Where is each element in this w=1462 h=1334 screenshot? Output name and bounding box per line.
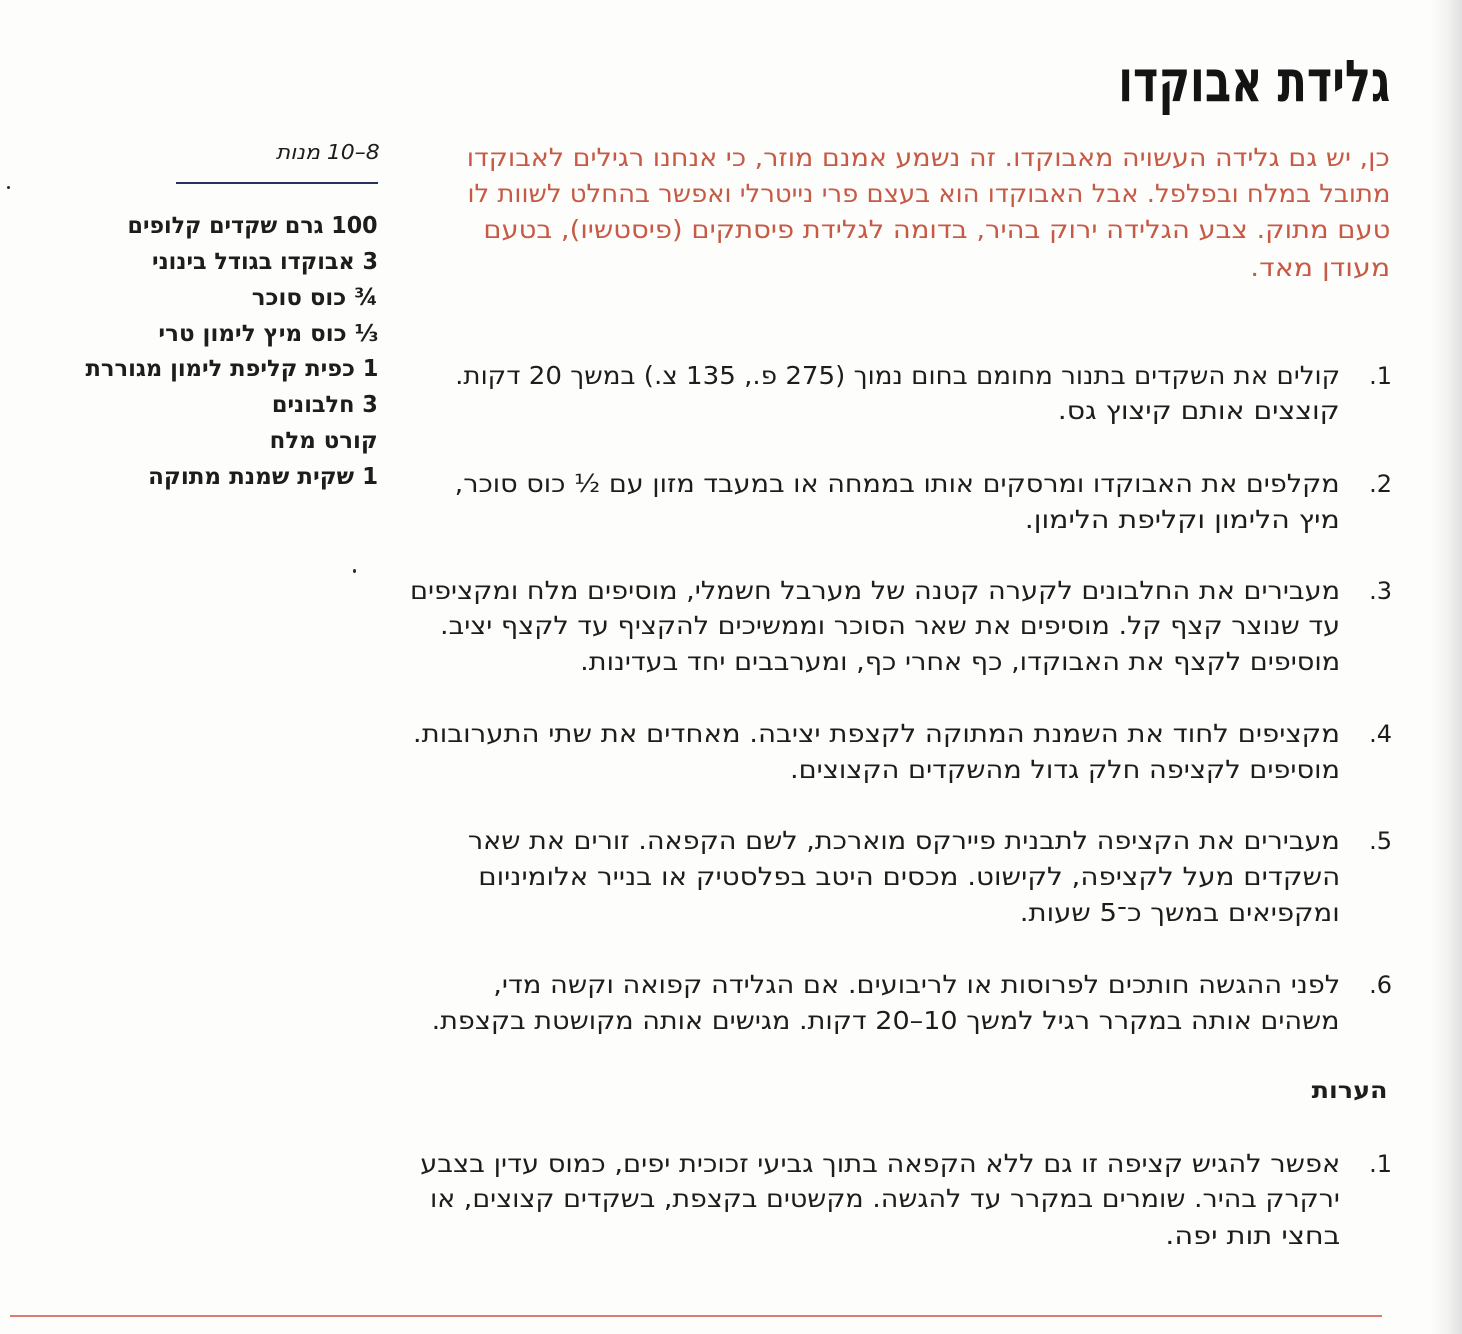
step-number: 4. bbox=[1369, 720, 1392, 748]
servings-divider-rule bbox=[176, 182, 378, 184]
intro-line: מתובל במלח ובפלפל. אבל האבוקדו הוא בעצם פרי נייטרלי ואפשר בהחלט לשוות לו bbox=[467, 179, 1390, 208]
step-line: לפני ההגשה חותכים לפרוסות או לריבועים. אם הגלידה קפואה וקשה מדי, bbox=[493, 970, 1340, 999]
ingredient-item: 3 אבוקדו בגודל בינוני bbox=[152, 249, 378, 275]
step-line: מקציפים לחוד את השמנת המתוקה לקצפת יציבה. מאחדים את שתי התערובות. bbox=[413, 719, 1340, 748]
ingredient-item: 100 גרם שקדים קלופים bbox=[128, 213, 378, 239]
ingredient-item: ⅓ כוס מיץ לימון טרי bbox=[158, 321, 378, 347]
step-line: מוסיפים לקצף את האבוקדו, כף אחרי כף, ומערבבים יחד בעדינות. bbox=[580, 647, 1340, 676]
step-line: מקלפים את האבוקדו ומרסקים אותו בממחה או במעבד מזון עם ½ כוס סוכר, bbox=[455, 469, 1340, 498]
servings-label: 8–10 מנות bbox=[276, 140, 380, 164]
note-line: אפשר להגיש קציפה זו גם ללא הקפאה בתוך גביעי זכוכית יפים, כמוס עדין בצבע bbox=[420, 1149, 1340, 1178]
intro-line: טעם מתוק. צבע הגלידה ירוק בהיר, בדומה לגלידת פיסתקים (פיסטשיו), בטעם bbox=[483, 215, 1390, 244]
scan-speck bbox=[353, 569, 356, 573]
step-line: מעבירים את הקציפה לתבנית פיירקס מוארכת, לשם הקפאה. זורים את שאר bbox=[468, 826, 1340, 855]
step-line: מיץ הלימון וקליפת הלימון. bbox=[1025, 505, 1340, 534]
intro-line: כן, יש גם גלידה העשויה מאבוקדו. זה נשמע אמנם מוזר, כי אנחנו רגילים לאבוקדו bbox=[467, 143, 1390, 172]
scan-speck bbox=[7, 186, 10, 189]
step-number: 3. bbox=[1369, 577, 1392, 605]
ingredient-item: קורט מלח bbox=[270, 428, 378, 454]
recipe-title: גלידת אבוקדו bbox=[1118, 47, 1390, 115]
step-line: קולים את השקדים בתנור מחומם בחום נמוך (275 פ., 135 צ.) במשך 20 דקות. bbox=[455, 361, 1340, 390]
note-number: 1. bbox=[1369, 1150, 1392, 1178]
step-number: 1. bbox=[1369, 362, 1392, 390]
ingredient-item: 3 חלבונים bbox=[272, 392, 378, 418]
step-line: מוסיפים לקציפה חלק גדול מהשקדים הקצוצים. bbox=[790, 755, 1340, 784]
step-line: משהים אותה במקרר רגיל למשך 10–20 דקות. מגישים אותה מקושטת בקצפת. bbox=[432, 1006, 1340, 1035]
step-line: השקדים מעל לקציפה, לקישוט. מכסים היטב בפלסטיק או בנייר אלומיניום bbox=[478, 862, 1340, 891]
note-line: בחצי תות יפה. bbox=[1165, 1221, 1340, 1250]
note-line: ירקרק בהיר. שומרים במקרר עד להגשה. מקשטים בקצפת, בשקדים קצוצים, או bbox=[430, 1184, 1340, 1213]
step-number: 5. bbox=[1369, 827, 1392, 855]
step-number: 2. bbox=[1369, 470, 1392, 498]
ingredient-item: 1 כפית קליפת לימון מגוררת bbox=[85, 356, 378, 382]
ingredient-item: ¾ כוס סוכר bbox=[252, 285, 378, 311]
notes-heading: הערות bbox=[1312, 1078, 1388, 1104]
step-line: קוצצים אותם קיצוץ גס. bbox=[1058, 396, 1340, 425]
step-number: 6. bbox=[1369, 971, 1392, 999]
step-line: עד שנוצר קצף קל. מוסיפים את שאר הסוכר וממשיכים להקציף עד לקצף יציב. bbox=[440, 611, 1340, 640]
ingredient-item: 1 שקית שמנת מתוקה bbox=[148, 464, 378, 490]
bottom-rule bbox=[10, 1315, 1382, 1317]
intro-line: מעודן מאד. bbox=[1250, 253, 1390, 282]
step-line: מעבירים את החלבונים לקערה קטנה של מערבל חשמלי, מוסיפים מלח ומקציפים bbox=[410, 576, 1340, 605]
page-gutter-shadow bbox=[1430, 0, 1462, 1334]
step-line: ומקפיאים במשך כ־5 שעות. bbox=[1020, 898, 1340, 927]
